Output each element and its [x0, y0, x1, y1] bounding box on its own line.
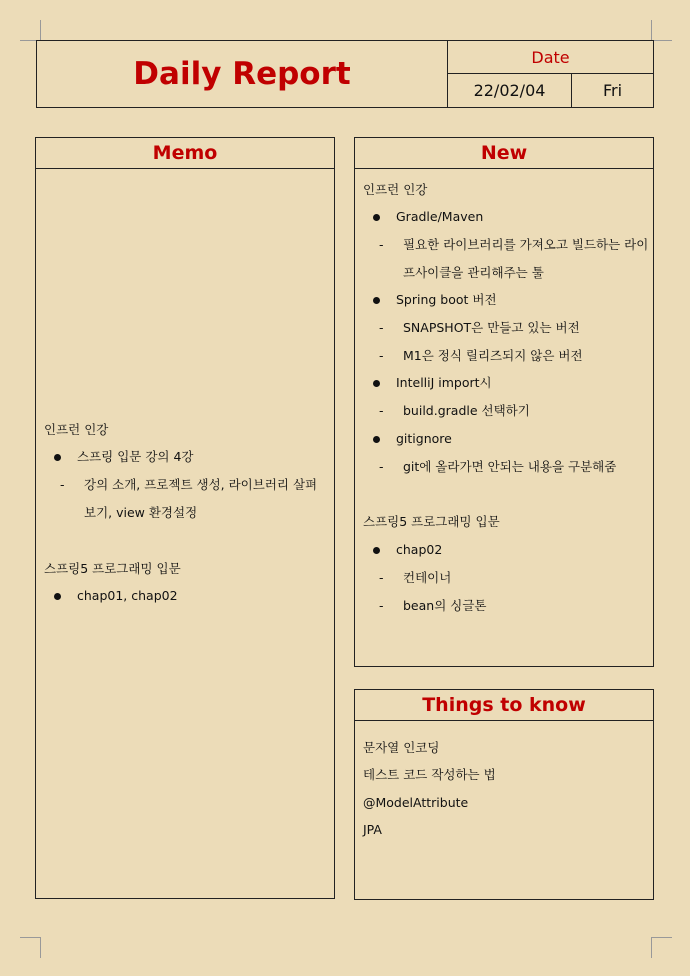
corner-mark-bottom-left: [20, 937, 41, 958]
memo-subitem: 강의 소개, 프로젝트 생성, 라이브러리 살펴: [84, 477, 318, 492]
new-heading: 스프링5 프로그래밍 입문: [363, 514, 500, 529]
dash-icon: -: [379, 320, 384, 335]
new-subitem: build.gradle 선택하기: [403, 403, 530, 418]
new-subitem: M1은 정식 릴리즈되지 않은 버전: [403, 348, 583, 363]
new-item: chap02: [396, 542, 443, 557]
new-heading: 인프런 인강: [363, 182, 428, 197]
date-value: 22/02/04: [473, 81, 546, 100]
memo-heading: 인프런 인강: [44, 422, 109, 437]
know-item: 테스트 코드 작성하는 법: [363, 767, 496, 782]
bullet-icon: [54, 593, 61, 600]
memo-item: 스프링 입문 강의 4강: [77, 449, 194, 464]
dash-icon: -: [60, 477, 65, 492]
memo-section: [35, 137, 335, 899]
dash-icon: -: [379, 348, 384, 363]
memo-subitem: 보기, view 환경설정: [84, 505, 198, 520]
know-item: JPA: [363, 822, 382, 837]
new-subitem: 컨테이너: [403, 570, 452, 585]
new-subitem: SNAPSHOT은 만들고 있는 버전: [403, 320, 580, 335]
new-subitem: git에 올라가면 안되는 내용을 구분해줌: [403, 459, 617, 474]
bullet-icon: [373, 297, 380, 304]
day-value: Fri: [602, 81, 623, 100]
new-title: New: [355, 138, 653, 169]
new-subitem: bean의 싱글톤: [403, 598, 487, 613]
new-item: Gradle/Maven: [396, 209, 484, 224]
bullet-icon: [373, 214, 380, 221]
dash-icon: -: [379, 598, 384, 613]
new-section: [354, 137, 654, 667]
dash-icon: -: [379, 459, 384, 474]
memo-heading: 스프링5 프로그래밍 입문: [44, 561, 181, 576]
report-header: [36, 40, 654, 108]
memo-item: chap01, chap02: [77, 588, 178, 603]
dash-icon: -: [379, 570, 384, 585]
date-label: Date: [531, 47, 570, 67]
things-to-know-title: Things to know: [355, 690, 653, 721]
dash-icon: -: [379, 237, 384, 252]
report-title: Daily Report: [133, 56, 351, 92]
new-subitem: 프사이클을 관리해주는 툴: [403, 265, 544, 280]
new-subitem: 필요한 라이브러리를 가져오고 빌드하는 라이: [403, 237, 649, 252]
bullet-icon: [373, 547, 380, 554]
things-to-know-section: [354, 689, 654, 900]
dash-icon: -: [379, 403, 384, 418]
corner-mark-top-left: [20, 20, 41, 41]
new-item: Spring boot 버전: [396, 292, 497, 307]
bullet-icon: [373, 436, 380, 443]
corner-mark-top-right: [651, 20, 672, 41]
bullet-icon: [54, 454, 61, 461]
bullet-icon: [373, 380, 380, 387]
new-item: IntelliJ import시: [396, 375, 492, 390]
new-item: gitignore: [396, 431, 452, 446]
know-item: @ModelAttribute: [363, 795, 469, 810]
memo-title: Memo: [36, 138, 334, 169]
corner-mark-bottom-right: [651, 937, 672, 958]
know-item: 문자열 인코딩: [363, 740, 440, 755]
